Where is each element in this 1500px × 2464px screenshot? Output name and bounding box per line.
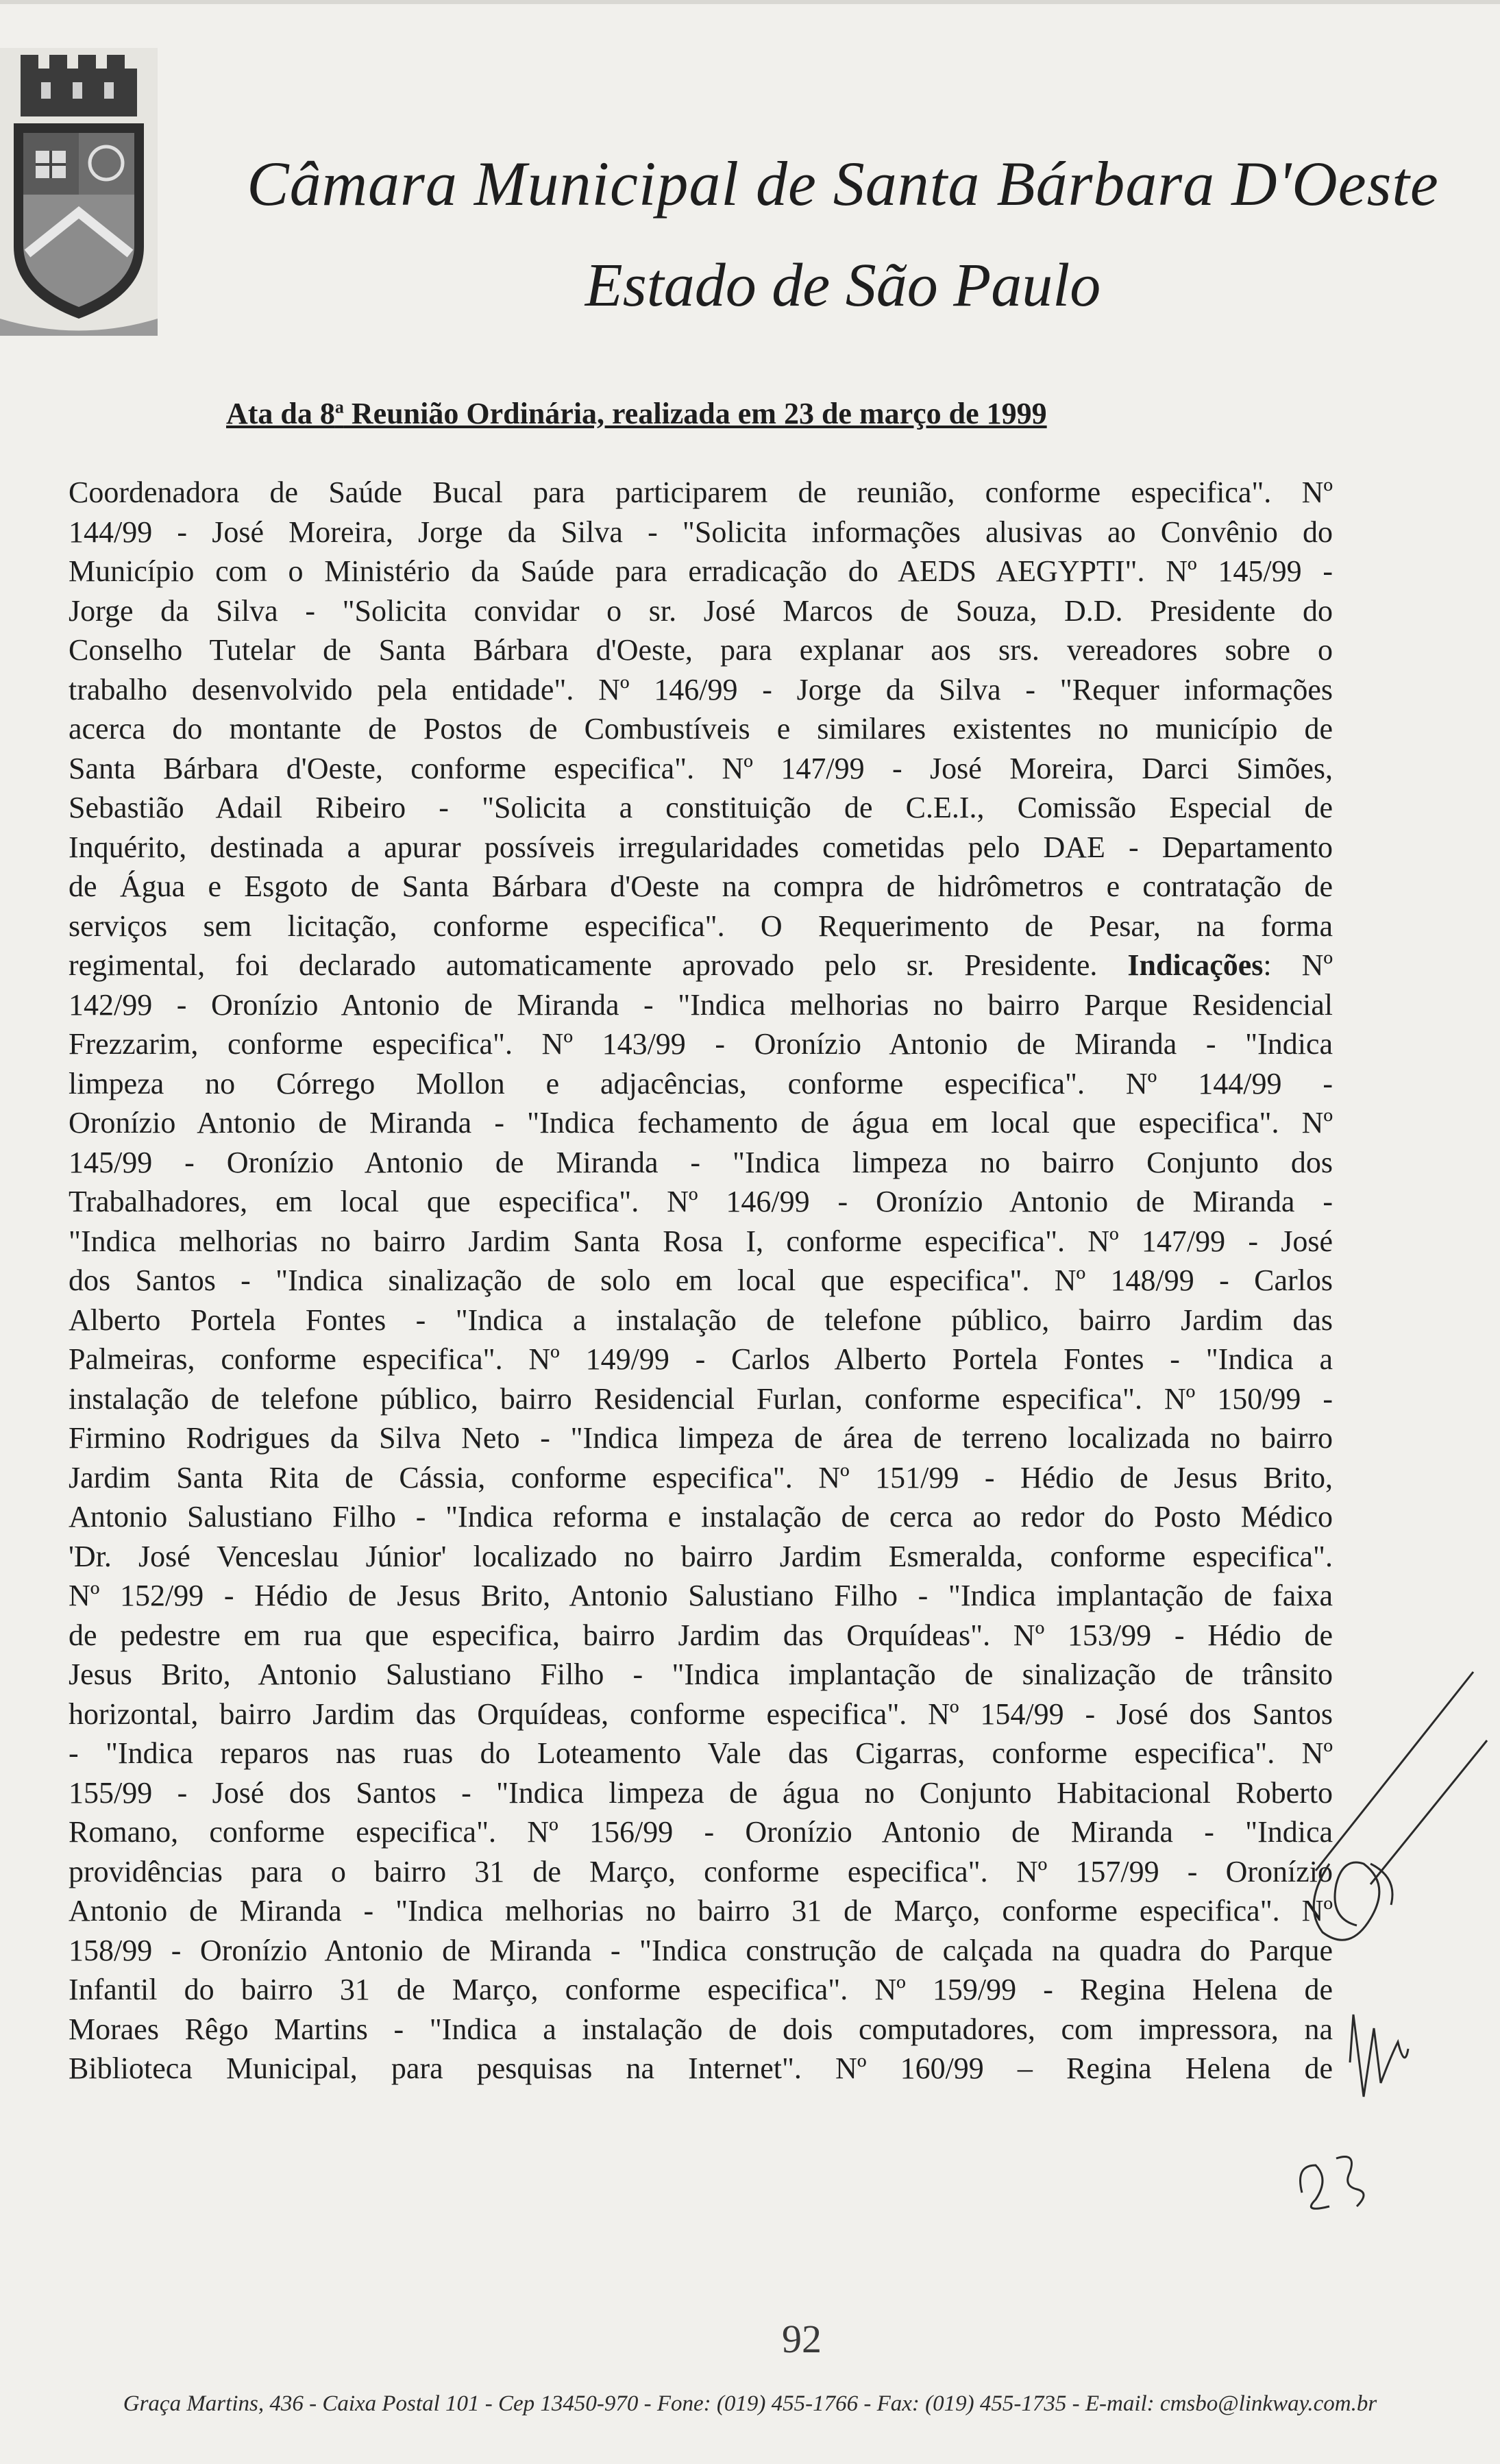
minutes-line: Alberto Portela Fontes - "Indica a instalação de telefone público, bairro Jardim das [69,1303,1333,1337]
margin-initials-signature [1288,1658,1494,2220]
minutes-line: Antonio de Miranda - "Indica melhorias no bairro 31 de Março, conforme especifica". Nº [69,1894,1333,1927]
minutes-line: providências para o bairro 31 de Março, conforme especifica". Nº 157/99 - Oronízio [69,1854,1333,1888]
title-suffix: Reunião Ordinária, realizada em 23 de março de 1999 [343,397,1047,430]
minutes-line: de pedestre em rua que especifica, bairro Jardim das Orquídeas". Nº 153/99 - Hédio de [69,1618,1333,1652]
minutes-line: Jorge da Silva - "Solicita convidar o sr. José Marcos de Souza, D.D. Presidente do [69,593,1333,628]
title-prefix: Ata da 8 [226,397,335,430]
minutes-line: "Indica melhorias no bairro Jardim Santa Rosa I, conforme especifica". Nº 147/99 - José [69,1224,1333,1258]
minutes-line: Conselho Tutelar de Santa Bárbara d'Oeste, para explanar aos srs. vereadores sobre o [69,633,1333,667]
minutes-line: Frezzarim, conforme especifica". Nº 143/99 - Oronízio Antonio de Miranda - "Indica [69,1027,1333,1061]
minutes-line: - "Indica reparos nas ruas do Loteamento Vale das Cigarras, conforme especifica". Nº [69,1736,1333,1770]
minutes-line: acerca do montante de Postos de Combustíveis e similares existentes no município de [69,712,1333,746]
minutes-line: Biblioteca Municipal, para pesquisas na Internet". Nº 160/99 – Regina Helena de [69,2052,1333,2085]
document-title [226,396,1047,431]
minutes-line: Antonio Salustiano Filho - "Indica reforma e instalação de cerca ao redor do Posto Médico [69,1500,1333,1533]
minutes-line: trabalho desenvolvido pela entidade". Nº 146/99 - Jorge da Silva - "Requer informações [69,672,1333,706]
minutes-body [69,473,1333,2089]
minutes-line: dos Santos - "Indica sinalização de solo em local que especifica". Nº 148/99 - Carlos [69,1264,1333,1297]
minutes-line: Oronízio Antonio de Miranda - "Indica fechamento de água em local que especifica". Nº [69,1106,1333,1139]
minutes-line: limpeza no Córrego Mollon e adjacências, conforme especifica". Nº 144/99 - [69,1066,1333,1100]
title-ordinal: a [334,397,344,417]
minutes-line: instalação de telefone público, bairro Residencial Furlan, conforme especifica". Nº 150/99 - [69,1381,1333,1416]
minutes-line: Firmino Rodrigues da Silva Neto - "Indica limpeza de área de terreno localizada no bairro [69,1421,1333,1455]
minutes-line: 158/99 - Oronízio Antonio de Miranda - "Indica construção de calçada na quadra do Parque [69,1933,1333,1967]
state-name-heading: Estado de São Paulo [585,251,1101,319]
minutes-line: 155/99 - José dos Santos - "Indica limpeza de água no Conjunto Habitacional Roberto [69,1775,1333,1810]
chamber-name-heading: Câmara Municipal de Santa Bárbara D'Oeste [247,149,1439,219]
municipal-crest-icon [0,48,158,336]
minutes-line: 144/99 - José Moreira, Jorge da Silva - "Solicita informações alusivas ao Convênio do [69,515,1333,549]
footer-contact: Graça Martins, 436 - Caixa Postal 101 - Cep 13450-970 - Fone: (019) 455-1766 - Fax: (019) 455-1735 - E-mail: cmsbo@linkway.com.br [123,2391,1377,2416]
minutes-line: Trabalhadores, em local que especifica". Nº 146/99 - Oronízio Antonio de Miranda - [69,1185,1333,1218]
page-number: 92 [782,2317,822,2361]
minutes-line: Palmeiras, conforme especifica". Nº 149/99 - Carlos Alberto Portela Fontes - "Indica a [69,1342,1333,1376]
minutes-line: 145/99 - Oronízio Antonio de Miranda - "Indica limpeza no bairro Conjunto dos [69,1145,1333,1179]
minutes-line: Nº 152/99 - Hédio de Jesus Brito, Antonio Salustiano Filho - "Indica implantação de faixa [69,1579,1333,1612]
minutes-line: Romano, conforme especifica". Nº 156/99 - Oronízio Antonio de Miranda - "Indica [69,1815,1333,1849]
minutes-line: 142/99 - Oronízio Antonio de Miranda - "Indica melhorias no bairro Parque Residencial [69,987,1333,1022]
minutes-line: de Água e Esgoto de Santa Bárbara d'Oeste na compra de hidrômetros e contratação de [69,870,1333,903]
minutes-line: Santa Bárbara d'Oeste, conforme especifica". Nº 147/99 - José Moreira, Darci Simões, [69,751,1333,785]
minutes-line: Jardim Santa Rita de Cássia, conforme especifica". Nº 151/99 - Hédio de Jesus Brito, [69,1460,1333,1494]
minutes-line: Jesus Brito, Antonio Salustiano Filho - "Indica implantação de sinalização de trânsito [69,1658,1333,1691]
minutes-line: Inquérito, destinada a apurar possíveis irregularidades cometidas pelo DAE - Departamento [69,830,1333,864]
minutes-line: Moraes Rêgo Martins - "Indica a instalação de dois computadores, com impressora, na [69,2012,1333,2046]
minutes-line: Infantil do bairro 31 de Março, conforme especifica". Nº 159/99 - Regina Helena de [69,1973,1333,2006]
minutes-line: Coordenadora de Saúde Bucal para participarem de reunião, conforme especifica". Nº [69,476,1333,509]
minutes-line: Sebastião Adail Ribeiro - "Solicita a constituição de C.E.I., Comissão Especial de [69,791,1333,824]
minutes-line: serviços sem licitação, conforme especifica". O Requerimento de Pesar, na forma [69,909,1333,943]
minutes-line: regimental, foi declarado automaticamente aprovado pelo sr. Presidente. Indicações: Nº [69,948,1333,982]
minutes-line: Município com o Ministério da Saúde para erradicação do AEDS AEGYPTI". Nº 145/99 - [69,554,1333,588]
section-label: Indicações [1127,948,1264,982]
minutes-line: 'Dr. José Venceslau Júnior' localizado no bairro Jardim Esmeralda, conforme especifica". [69,1539,1333,1573]
minutes-line: horizontal, bairro Jardim das Orquídeas, conforme especifica". Nº 154/99 - José dos Santos [69,1697,1333,1731]
top-rule [0,0,1500,4]
